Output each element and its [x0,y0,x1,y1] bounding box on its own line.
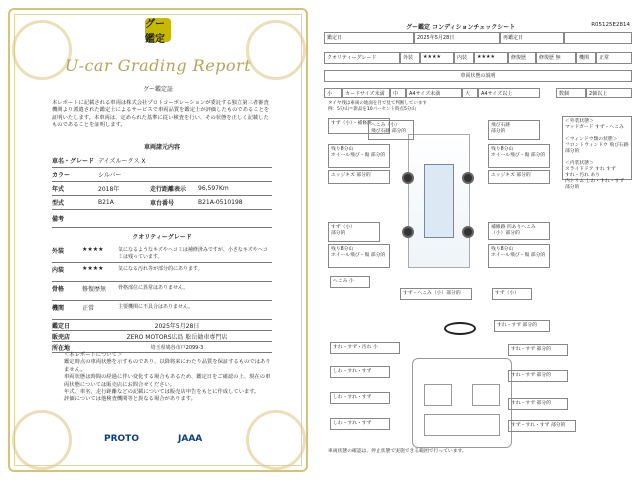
condition-label: 補修跡 凹ありへこみ（小）部分的 [488,222,550,240]
condition-title: 車両状態の説明 [324,70,632,82]
car-roof [424,164,454,238]
vehicle-table [52,154,272,228]
car-diagram [324,110,564,296]
side-notes: ＜外装状態＞ マッドガード すず・へこみ ＜ウィンドウ類の状態＞ フロントウィンドウ 飛び石跡 部分的 ＜内装状態＞ スライドドア すれ すず すれ・汚れ あり 内トリム しわ・すれ・すず 部分的 [562,116,632,180]
interior-label: すれ・すず 部分的 [494,320,550,332]
interior-label: すず・すれ・すず 部分的 [508,420,576,432]
table-row: カラー シルバー [52,168,272,182]
grading-report-page [0,0,316,480]
interior-label: しわ・すれ・すず [330,392,390,404]
size-mid-cell: 中 [390,88,406,98]
front-left-tire-icon [402,172,414,184]
condition-label: すず（小）・補修跡 [328,118,390,134]
front-seat-right [472,384,500,406]
table-row: 型式 B21A 車台番号 B21A-0510198 [52,196,272,210]
engine-cell: 正常 [596,52,632,64]
table-row: 車名・グレード デイズルークス X [52,154,272,168]
size-small-cell: 小 [324,88,342,98]
steering-wheel-icon [444,322,476,335]
interior-label: すれ・すず・汚れ 小 [330,342,400,354]
condition-label: 残り8分山 ホイール飛び・傷 部分的 [488,144,550,168]
condition-label: すず（小） 部分的 [328,222,380,242]
table-row: 鑑定日 2025年5月28日 [52,320,272,331]
interior-label: すれ・すず 部分的 [508,344,568,356]
count-label-cell: 数個 [556,88,586,98]
quality-section-title: クオリティーグレード [132,234,192,241]
front-right-tire-icon [462,172,474,184]
size-a4more-cell: A4サイズ以上 [478,88,540,98]
table-row: 所在地 埼玉県鳩谷市戸2099-3 [52,342,272,353]
interior-label: すれ・すず 部分的 [508,370,568,382]
exterior-stars-cell: ★★★★ [420,52,454,64]
report-title: U-car Grading Report [64,56,252,75]
table-row: 年式 2018年 走行距離表示 96,597Km [52,182,272,196]
table-row: 骨格 修復歴無 骨格部位に異常はありません。 [52,282,272,301]
recheck-label-cell: 再鑑定日 [500,32,564,44]
ornament-swirl [12,410,72,470]
jaaa-logo: JAAA [178,434,203,444]
size-card-cell: カードサイズ未満 [342,88,390,98]
rear-left-tire-icon [402,226,414,238]
interior-label-cell: 内装 [454,52,474,64]
quality-table [52,244,272,320]
table-row: 販売店 ZERO MOTORS広島 舩岳勧車専門店 [52,331,272,342]
interior-diagram [324,306,632,444]
condition-label: 残り8分山 ホイール飛び・傷 部分的 [328,244,390,268]
date-cell: 2025年5月28日 [414,32,500,44]
interior-label: すれ・すず 部分的 [508,398,568,410]
date-label-cell: 鑑定日 [324,32,414,44]
repair-label-cell: 修復歴 [508,52,536,64]
table-row: 機関 正常 主要機関に不具合はありません。 [52,301,272,320]
count-cell: 2個以上 [586,88,632,98]
table-row: 内装 ★★★★ 気になる汚れ等が部分的にあります。 [52,263,272,282]
exterior-label-cell: 外装 [400,52,420,64]
intro-text: 本レポートに記載される車両は株式会社プロトコーポレーションが委託する独立第三者審査機関より派遣された鑑定士によるサービスで車両品質を鑑定士が評価したものであることを証明いたします。本車両は、定められた基準に従い検査を行い、その状態を正しく記載したものであることを証明します。 [52,100,270,128]
vehicle-section-title: 車両諸元内容 [143,144,180,151]
proto-logo: PROTO [104,434,139,444]
tire-explanation: タイヤ残は車両の地面を目で見て判断しています 例：5分山＝新品を10パーセント時点5分山 [328,101,427,112]
footnotes: ＜本レポートについて＞ 鑑定時点の車両状態を示すものであり、以降将来にわたり品質を保証するものではありません。 車両状態は時間の経過に伴い変化する場合もあるため、鑑定日をご確認の上、現在の車両状態については販売店にお問合せください。 年式、車名、走行距離などの記載については販売店申告をもとに作成しています。 評価については他検査機関等と異なる場合があります。 [64,352,271,403]
condition-label: 残り8分山 ホイール飛び・傷 部分的 [488,244,550,268]
size-large-cell: 大 [462,88,478,98]
engine-label-cell: 機関 [576,52,596,64]
table-row: 外装 ★★★★ 気になるようなキズやヘコミは補修済みですが、小さなキズやヘコミは残っています。 [52,244,272,263]
rear-right-tire-icon [462,226,474,238]
ornament-swirl [246,410,306,470]
size-a4less-cell: A4サイズ未満 [406,88,462,98]
goo-logo: グー 鑑定 [145,18,171,42]
condition-check-sheet [316,0,640,480]
interior-label: しわ・すれ・すず [330,418,390,430]
front-seat-left [424,384,452,406]
interior-label: しわ・すれ・すず [330,366,390,378]
condition-label: エッジキズ 部分的 [488,170,550,184]
interior-stars-cell: ★★★★ [474,52,508,64]
sheet-title: グー鑑定 コンディションチェックシート [406,24,516,31]
condition-label: 飛び石跡 部分的 [488,120,540,140]
rear-seat [424,414,500,436]
condition-label: すず・へこみ（小）部分的 [400,288,472,300]
repair-cell: 修復歴 無 [536,52,576,64]
condition-label: へこみ（小） 飛び石跡 部分的 [368,120,414,140]
recheck-cell [564,32,632,44]
quality-label-cell: クオリティーグレード [324,52,400,64]
sheet-code: R05125E2814 [591,22,630,28]
condition-label: エッジキズ 部分的 [328,170,390,184]
table-row: 備考 [52,210,272,228]
condition-label: へこみ 小 [330,276,370,288]
report-subtitle: グー鑑定証 [142,86,173,93]
bottom-note: 車両状態の確認は、停止状態で実施できる範囲で行っています。 [328,449,467,454]
condition-label: 残り8分山 ホイール飛び・傷 部分的 [328,144,390,168]
condition-label: すず（小） [492,288,532,300]
appraisal-info-table [52,320,272,353]
